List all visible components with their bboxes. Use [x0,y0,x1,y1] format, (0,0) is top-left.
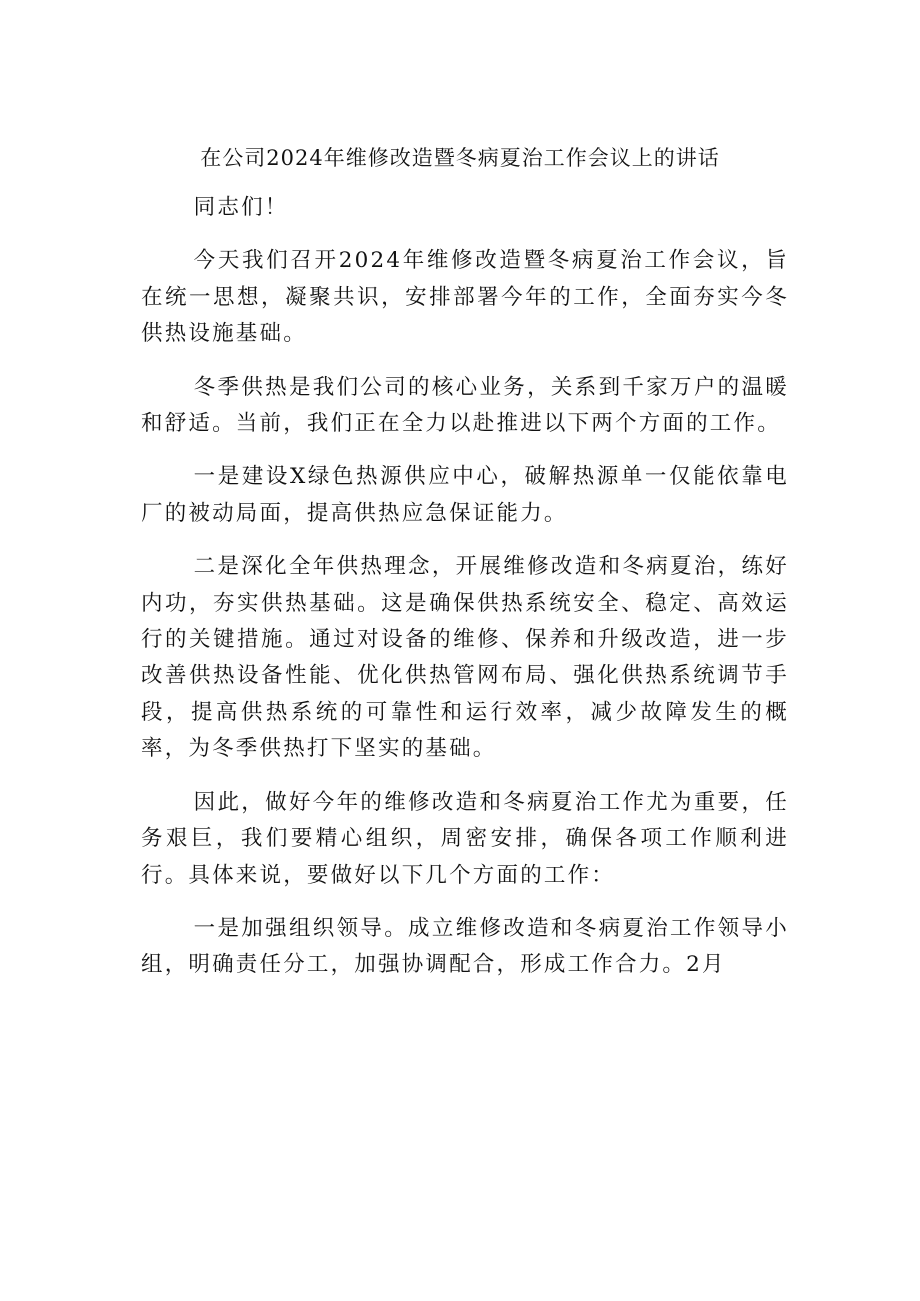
paragraph-winter-heating: 冬季供热是我们公司的核心业务，关系到千家万户的温暖和舒适。当前，我们正在全力以赴推进以下两个方面的工作。 [141,374,789,437]
paragraph-leadership: 一是加强组织领导。成立维修改造和冬病夏治工作领导小组，明确责任分工，加强协调配合，形成工作合力。2月 [141,915,789,978]
paragraph-maintenance: 二是深化全年供热理念，开展维修改造和冬病夏治，练好内功，夯实供热基础。这是确保供热系统安全、稳定、高效运行的关键措施。通过对设备的维修、保养和升级改造，进一步改善供热设备性能、优化供热管网布局、强化供热系统调节手段，提高供热系统的可靠性和运行效率，减少故障发生的概率，为冬季供热打下坚实的基础。 [141,554,789,762]
paragraph-meeting-purpose: 今天我们召开2024年维修改造暨冬病夏治工作会议，旨在统一思想，凝聚共识，安排部署今年的工作，全面夯实今冬供热设施基础。 [141,248,789,347]
paragraph-therefore: 因此，做好今年的维修改造和冬病夏治工作尤为重要，任务艰巨，我们要精心组织，周密安排，确保各项工作顺利进行。具体来说，要做好以下几个方面的工作： [141,789,789,888]
paragraph-salutation: 同志们！ [193,195,289,220]
document-body [141,190,789,1001]
paragraph-green-heat-center: 一是建设X绿色热源供应中心，破解热源单一仅能依靠电厂的被动局面，提高供热应急保证能力。 [141,464,789,526]
document-title: 在公司2024年维修改造暨冬病夏治工作会议上的讲话 [200,146,720,170]
